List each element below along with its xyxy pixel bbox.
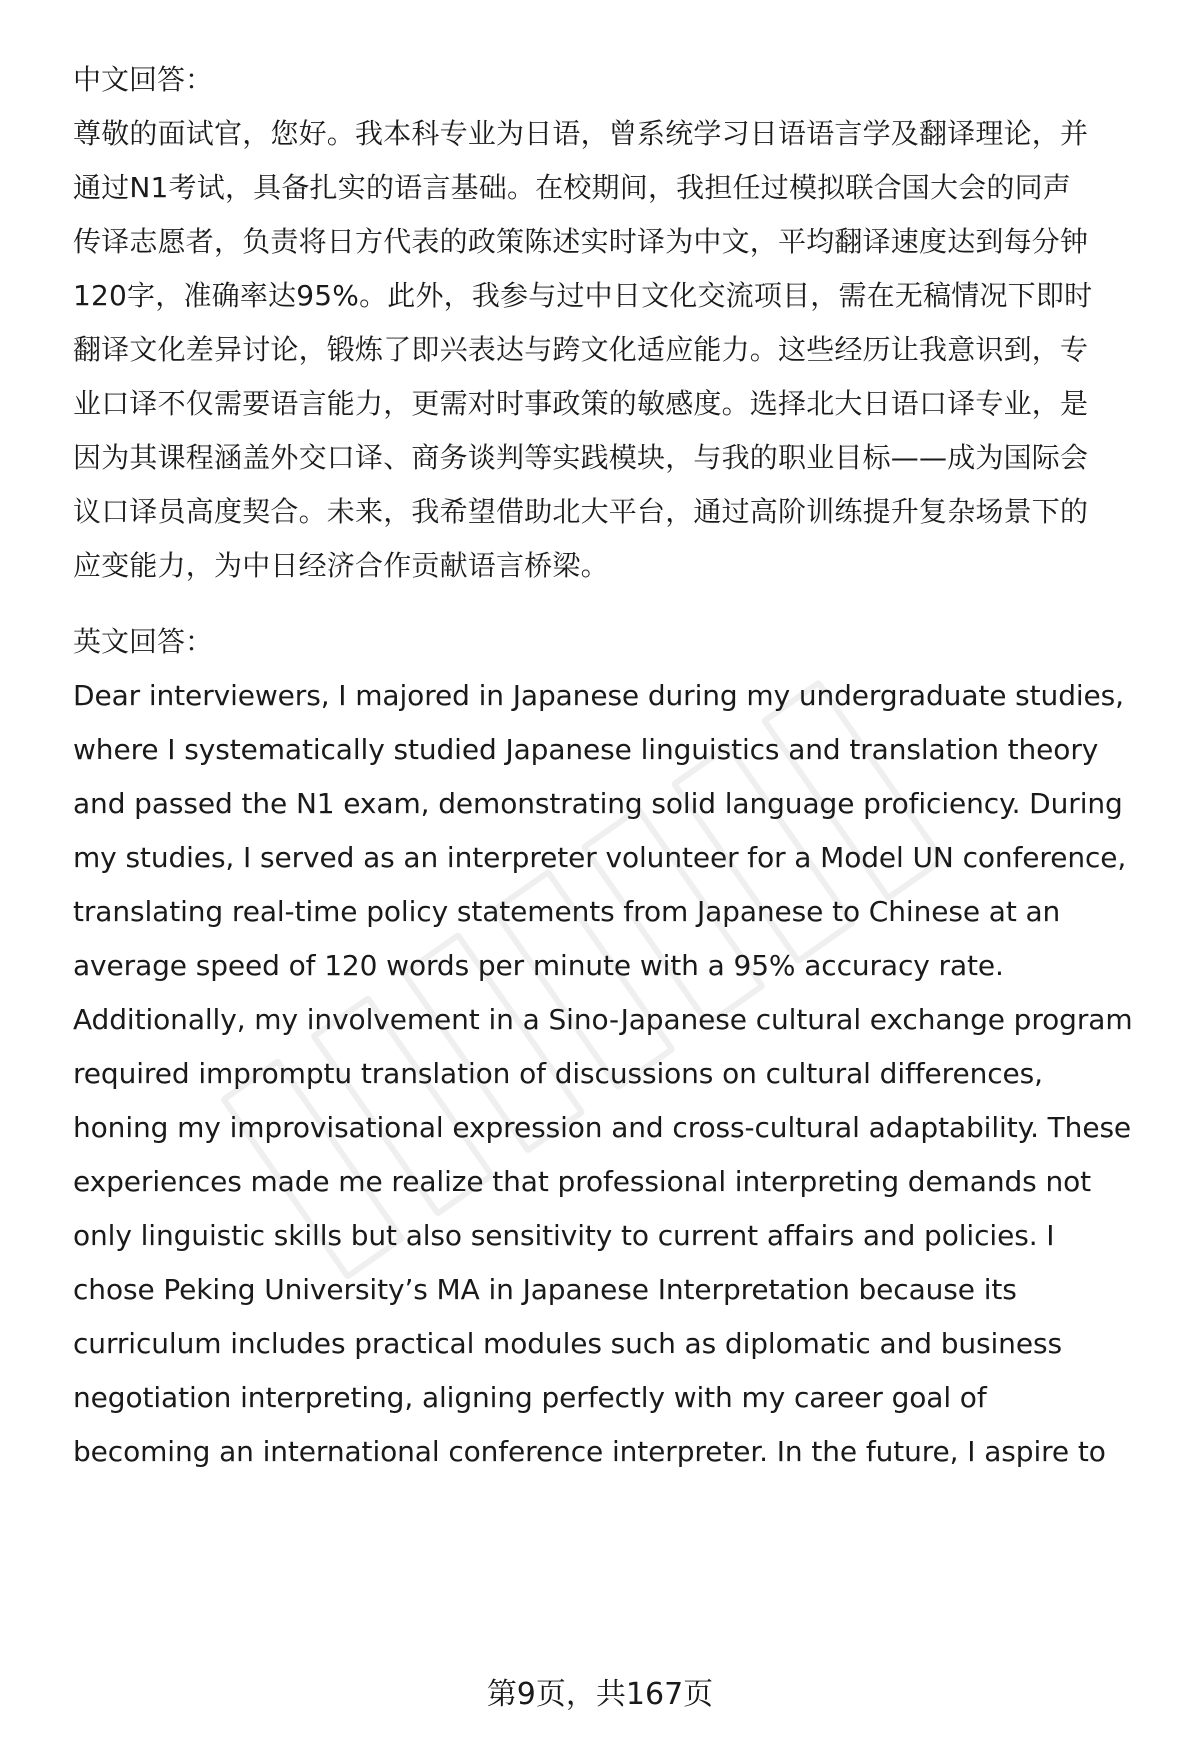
document-page [73,0,1153,1755]
chinese-answer-line: 翻译文化差异讨论，锻炼了即兴表达与跨文化适应能力。这些经历让我意识到，专 [73,333,1089,366]
english-answer-line: and passed the N1 exam, demonstrating solid language proficiency. During [73,787,1123,820]
english-answer-line: required impromptu translation of discussions on cultural differences, [73,1057,1043,1090]
english-answer-line: negotiation interpreting, aligning perfectly with my career goal of [73,1381,987,1414]
english-answer-line: only linguistic skills but also sensitivity to current affairs and policies. I [73,1219,1055,1252]
chinese-answer-line: 因为其课程涵盖外交口译、商务谈判等实践模块，与我的职业目标——成为国际会 [73,441,1089,474]
english-answer-line: becoming an international conference interpreter. In the future, I aspire to [73,1435,1106,1468]
english-answer-line: Dear interviewers, I majored in Japanese during my undergraduate studies, [73,679,1124,712]
english-answer-line: average speed of 120 words per minute with a 95% accuracy rate. [73,949,1004,982]
chinese-answer-line: 传译志愿者，负责将日方代表的政策陈述实时译为中文，平均翻译速度达到每分钟 [73,225,1089,258]
english-answer-line: chose Peking University’s MA in Japanese Interpretation because its [73,1273,1017,1306]
chinese-answer-line: 议口译员高度契合。未来，我希望借助北大平台，通过高阶训练提升复杂场景下的 [73,495,1089,528]
english-answer-line: Additionally, my involvement in a Sino-Japanese cultural exchange program [73,1003,1133,1036]
english-answer-line: curriculum includes practical modules such as diplomatic and business [73,1327,1062,1360]
chinese-answer-line: 业口译不仅需要语言能力，更需对时事政策的敏感度。选择北大日语口译专业，是 [73,387,1089,420]
english-answer-line: my studies, I served as an interpreter volunteer for a Model UN conference, [73,841,1127,874]
english-answer-line: experiences made me realize that professional interpreting demands not [73,1165,1092,1198]
english-answer-heading: 英文回答： [73,625,214,658]
chinese-answer-line: 120字，准确率达95%。此外，我参与过中日文化交流项目，需在无稿情况下即时 [73,279,1093,312]
chinese-answer-heading: 中文回答： [73,63,214,96]
english-answer-line: where I systematically studied Japanese linguistics and translation theory [73,733,1099,766]
chinese-answer-line: 应变能力，为中日经济合作贡献语言桥梁。 [73,549,609,582]
english-answer-line: translating real-time policy statements from Japanese to Chinese at an [73,895,1061,928]
page-number-footer: 第9页，共167页 [486,1677,714,1712]
english-answer-line: honing my improvisational expression and cross-cultural adaptability. These [73,1111,1132,1144]
chinese-answer-line: 通过N1考试，具备扎实的语言基础。在校期间，我担任过模拟联合国大会的同声 [73,171,1071,204]
chinese-answer-line: 尊敬的面试官，您好。我本科专业为日语，曾系统学习日语语言学及翻译理论，并 [73,117,1089,150]
